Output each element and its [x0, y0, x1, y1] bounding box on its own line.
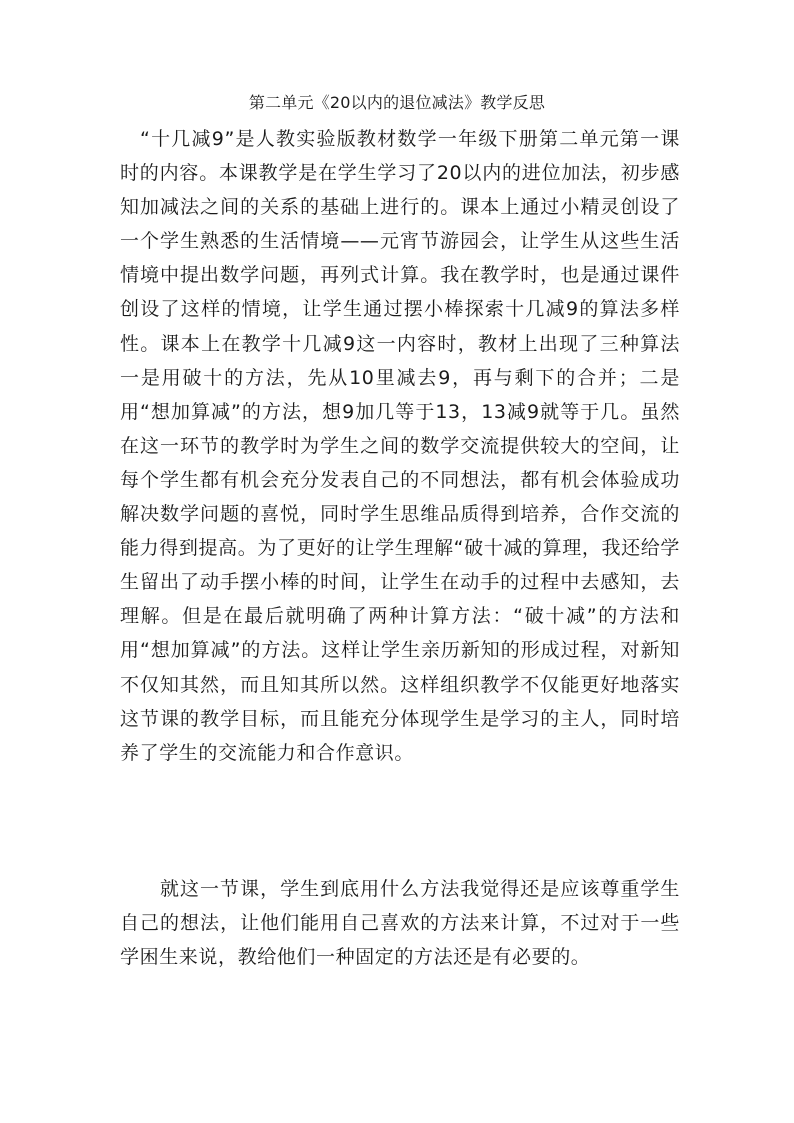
paragraph-2: 就这一节课，学生到底用什么方法我觉得还是应该尊重学生自己的想法，让他们能用自己喜欢的方法来计算，不过对于一些学困生来说，教给他们一种固定的方法还是有必要的。 — [120, 878, 680, 969]
paragraph-1: “十几减9”是人教实验版教材数学一年级下册第二单元第一课时的内容。本课教学是在学生学习了20以内的进位加法，初步感知加减法之间的关系的基础上进行的。课本上通过小精灵创设了一个学生熟悉的生活情境——元宵节游园会，让学生从这些生活情境中提出数学问题，再列式计算。我在教学时，也是通过课件创设了这样的情境，让学生通过摆小棒探索十几减9的算法多样性。课本上在教学十几减9这一内容时，教材上出现了三种算法 一是用破十的方法，先从10里减去9，再与剩下的合并；二是用“想加算减”的方法，想9加几等于13，13减9就等于几。虽然在这一环节的教学时为学生之间的数学交流提供较大的空间，让每个学生都有机会充分发表自己的不同想法，都有机会体验成功解决数学问题的喜悦，同时学生思维品质得到培养，合作交流的能力得到提高。为了更好的让学生理解“破十减的算理，我还给学生留出了动手摆小棒的时间，让学生在动手的过程中去感知，去理解。但是在最后就明确了两种计算方法：“破十减”的方法和用“想加算减”的方法。这样让学生亲历新知的形成过程，对新知不仅知其然，而且知其所以然。这样组织教学不仅能更好地落实这节课的教学目标，而且能充分体现学生是学习的主人，同时培养了学生的交流能力和合作意识。 — [120, 128, 680, 764]
document-title: 第二单元《20以内的退位减法》教学反思 — [248, 93, 546, 112]
